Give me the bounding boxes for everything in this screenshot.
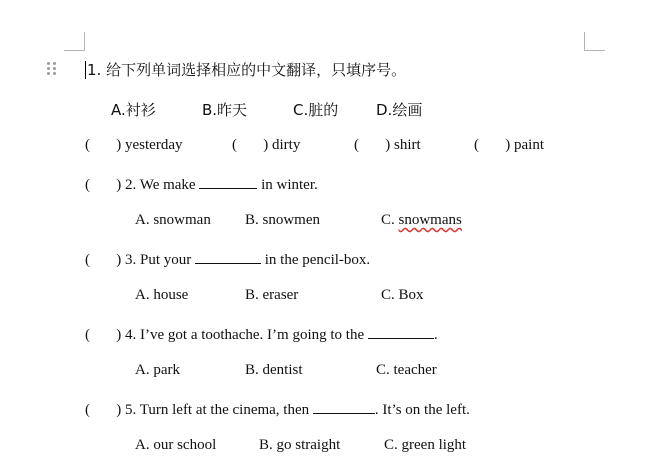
q1-word-3-text: shirt xyxy=(394,137,421,153)
answer-blank[interactable] xyxy=(313,399,375,414)
q1-word-3: ( ) shirt xyxy=(354,137,421,153)
q2-option-b: B. snowmen xyxy=(245,212,320,228)
question-4-number: 4. xyxy=(125,327,137,343)
q5-option-b: B. go straight xyxy=(259,437,341,453)
q1-word-1-text: yesterday xyxy=(125,137,183,153)
question-2-stem: ( ) 2. We make in winter. xyxy=(85,174,318,194)
q1-option-a: A.衬衫 xyxy=(111,101,156,119)
question-5-text-before: Turn left at the cinema, then xyxy=(139,402,310,418)
q1-word-2-text: dirty xyxy=(272,137,301,153)
question-4-text-after: . xyxy=(433,327,438,343)
question-3-number: 3. xyxy=(125,252,137,268)
question-5-stem: ( ) 5. Turn left at the cinema, then . It’s on the left. xyxy=(85,399,470,419)
page-corner-mark-right xyxy=(584,32,605,51)
question-4-stem: ( ) 4. I’ve got a toothache. I’m going to the . xyxy=(85,324,438,344)
q4-option-c: C. teacher xyxy=(376,362,437,378)
question-3-text-after: in the pencil-box. xyxy=(264,252,371,268)
page-corner-mark-left xyxy=(64,32,85,51)
q1-option-c: C.脏的 xyxy=(293,101,339,119)
spelling-error-underline[interactable]: snowmans xyxy=(398,212,462,228)
drag-handle-icon[interactable] xyxy=(47,62,56,76)
q5-option-a: A. our school xyxy=(135,437,217,453)
answer-blank[interactable] xyxy=(368,324,434,339)
question-5-number: 5. xyxy=(125,402,137,418)
q1-word-2: ( ) dirty xyxy=(232,137,301,153)
question-1-prompt: 1. 给下列单词选择相应的中文翻译，只填序号。 xyxy=(87,61,407,79)
q1-word-4-text: paint xyxy=(514,137,544,153)
text-cursor xyxy=(85,61,86,79)
q1-word-1: ( ) yesterday xyxy=(85,137,183,153)
q3-option-a: A. house xyxy=(135,287,189,303)
q1-option-b: B.昨天 xyxy=(202,101,248,119)
question-3-stem: ( ) 3. Put your in the pencil-box. xyxy=(85,249,370,269)
q3-option-b: B. eraser xyxy=(245,287,299,303)
question-2-text-before: We make xyxy=(139,177,196,193)
q2-option-a: A. snowman xyxy=(135,212,211,228)
question-3-text-before: Put your xyxy=(140,252,192,268)
q4-option-a: A. park xyxy=(135,362,180,378)
answer-blank[interactable] xyxy=(195,249,261,264)
answer-blank[interactable] xyxy=(199,174,257,189)
q5-option-c: C. green light xyxy=(384,437,467,453)
q3-option-c: C. Box xyxy=(381,287,424,303)
q1-word-4: ( ) paint xyxy=(474,137,544,153)
q2-option-c xyxy=(381,212,462,229)
question-4-text-before: I’ve got a toothache. I’m going to the xyxy=(140,327,365,343)
question-5-text-after: . It’s on the left. xyxy=(374,402,470,418)
q1-option-d: D.绘画 xyxy=(376,101,423,119)
q4-option-b: B. dentist xyxy=(245,362,303,378)
question-2-text-after: in winter. xyxy=(261,177,318,193)
q2-option-c-text: C. snowmans xyxy=(381,212,462,228)
question-2-number: 2. xyxy=(125,177,137,193)
